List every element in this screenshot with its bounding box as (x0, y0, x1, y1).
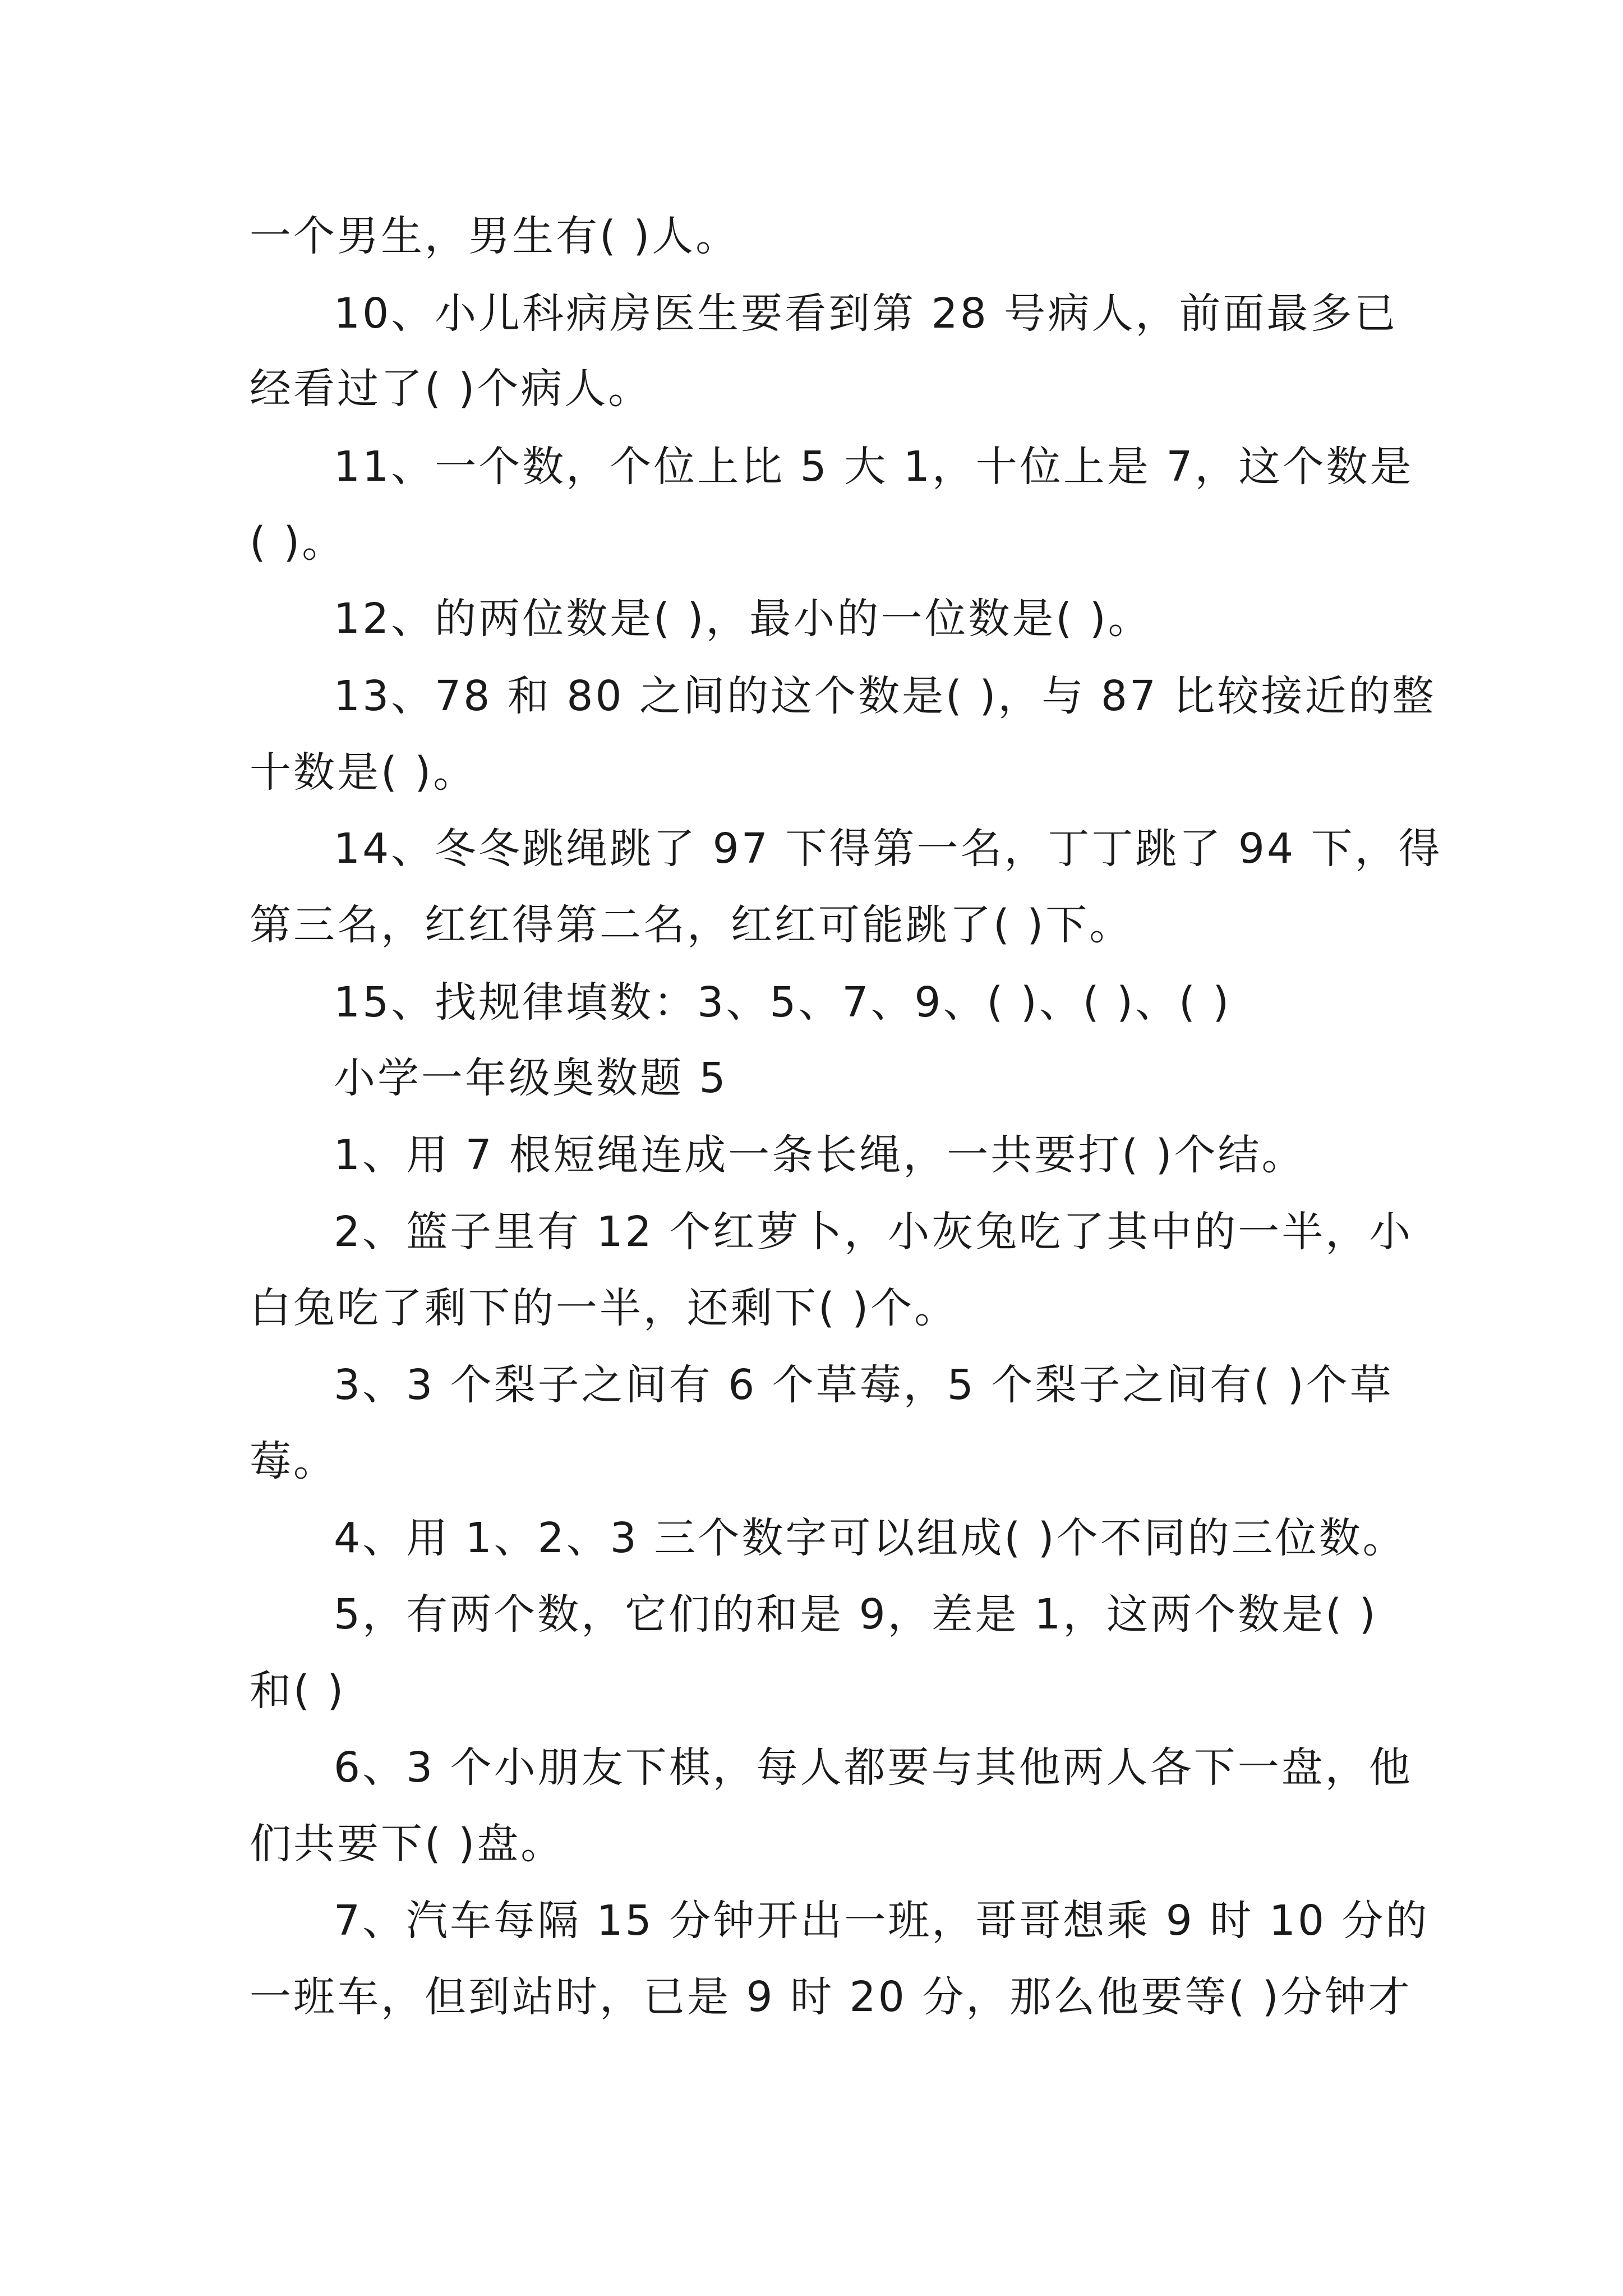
question-7-line-2: 一班车，但到站时，已是 9 时 20 分，那么他要等( )分钟才 (250, 1973, 1412, 2021)
question-15: 15、找规律填数：3、5、7、9、( )、( )、( ) (334, 978, 1232, 1027)
question-12: 12、的两位数是( )，最小的一位数是( )。 (334, 595, 1152, 643)
question-5-line-1: 5，有两个数，它们的和是 9，差是 1，这两个数是( ) (334, 1590, 1378, 1639)
question-3-line-2: 莓。 (250, 1437, 337, 1485)
question-10-line-1: 10、小儿科病房医生要看到第 28 号病人，前面最多已 (334, 289, 1398, 338)
question-10-line-2: 经看过了( )个病人。 (250, 365, 652, 413)
question-11-line-2: ( )。 (250, 518, 346, 567)
question-11-line-1: 11、一个数，个位上比 5 大 1，十位上是 7，这个数是 (334, 443, 1414, 491)
text-line: 一个男生，男生有( )人。 (250, 212, 740, 260)
question-2-line-1: 2、篮子里有 12 个红萝卜，小灰兔吃了其中的一半，小 (334, 1208, 1413, 1256)
question-6-line-1: 6、3 个小朋友下棋，每人都要与其他两人各下一盘，他 (334, 1743, 1413, 1792)
question-7-line-1: 7、汽车每隔 15 分钟开出一班，哥哥想乘 9 时 10 分的 (334, 1897, 1430, 1945)
question-2-line-2: 白兔吃了剩下的一半，还剩下( )个。 (250, 1284, 958, 1332)
section-title: 小学一年级奥数题 5 (334, 1054, 728, 1102)
question-13-line-1: 13、78 和 80 之间的这个数是( )，与 87 比较接近的整 (334, 672, 1436, 720)
question-4: 4、用 1、2、3 三个数字可以组成( )个不同的三位数。 (334, 1514, 1407, 1562)
question-13-line-2: 十数是( )。 (250, 748, 477, 797)
question-5-line-2: 和( ) (250, 1667, 346, 1715)
question-6-line-2: 们共要下( )盘。 (250, 1820, 565, 1868)
question-14-line-2: 第三名，红红得第二名，红红可能跳了( )下。 (250, 901, 1133, 949)
question-14-line-1: 14、冬冬跳绳跳了 97 下得第一名，丁丁跳了 94 下，得 (334, 825, 1442, 873)
question-3-line-1: 3、3 个梨子之间有 6 个草莓，5 个梨子之间有( )个草 (334, 1361, 1394, 1409)
question-1: 1、用 7 根短绳连成一条长绳，一共要打( )个结。 (334, 1131, 1306, 1179)
